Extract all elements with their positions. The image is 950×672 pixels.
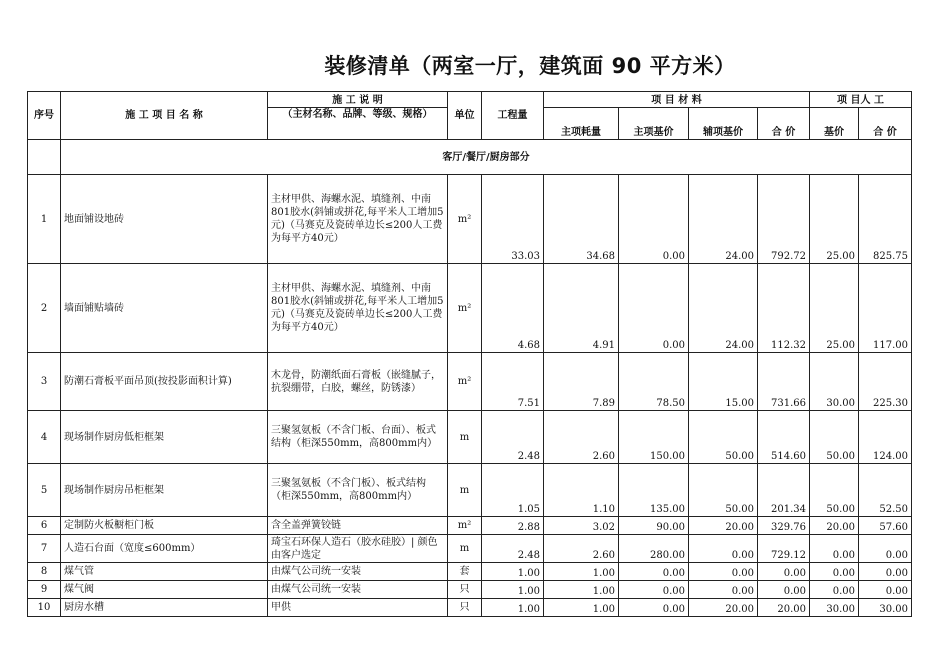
- row-aux-price: 50.00: [689, 464, 758, 517]
- row-unit: 只: [448, 581, 482, 599]
- row-labor-base: 0.00: [810, 535, 859, 563]
- table-row: [28, 175, 912, 264]
- table-row: [28, 411, 912, 464]
- row-qty: 4.68: [482, 264, 544, 353]
- row-desc: 主材甲供、海螺水泥、填缝剂、中南801胶水(斜铺或拼花,每平米人工增加5元)（马赛克及瓷砖单边长≤200人工费为每平方40元）: [268, 175, 448, 264]
- row-desc: 含全盖弹簧铰链: [268, 517, 448, 535]
- row-seq: 9: [28, 581, 61, 599]
- row-labor-total: 825.75: [859, 175, 912, 264]
- row-name: 墙面铺贴墙砖: [61, 264, 268, 353]
- row-desc: 甲供: [268, 599, 448, 617]
- row-name: 现场制作厨房吊柜框架: [61, 464, 268, 517]
- row-seq: 3: [28, 353, 61, 411]
- row-mat-total: 729.12: [758, 535, 810, 563]
- row-labor-total: 124.00: [859, 411, 912, 464]
- row-qty: 1.05: [482, 464, 544, 517]
- row-mat-total: 792.72: [758, 175, 810, 264]
- row-qty: 33.03: [482, 175, 544, 264]
- row-main-price: 90.00: [619, 517, 689, 535]
- row-main-price: 0.00: [619, 175, 689, 264]
- row-mat-total: 0.00: [758, 581, 810, 599]
- row-desc: 主材甲供、海螺水泥、填缝剂、中南801胶水(斜铺或拼花,每平米人工增加5元)（马赛克及瓷砖单边长≤200人工费为每平方40元）: [268, 264, 448, 353]
- row-main-price: 135.00: [619, 464, 689, 517]
- row-seq: 4: [28, 411, 61, 464]
- row-unit: m²: [448, 175, 482, 264]
- header-qty: 工程量: [482, 92, 544, 140]
- header-material-group: 项 目 材 料: [544, 92, 810, 108]
- header-name: 施 工 项 目 名 称: [61, 92, 268, 140]
- row-unit: m²: [448, 264, 482, 353]
- header-mat-total: 合 价: [758, 108, 810, 140]
- header-row-1: [28, 92, 912, 108]
- section-spacer: [28, 140, 61, 175]
- row-labor-base: 50.00: [810, 411, 859, 464]
- row-qty: 2.88: [482, 517, 544, 535]
- row-aux-price: 0.00: [689, 581, 758, 599]
- row-name: 防潮石膏板平面吊顶(按投影面积计算): [61, 353, 268, 411]
- row-unit: m²: [448, 353, 482, 411]
- renovation-table: [27, 91, 912, 617]
- row-labor-base: 30.00: [810, 353, 859, 411]
- row-seq: 6: [28, 517, 61, 535]
- row-name: 厨房水槽: [61, 599, 268, 617]
- row-aux-price: 15.00: [689, 353, 758, 411]
- header-unit: 单位: [448, 92, 482, 140]
- row-main-qty: 2.60: [544, 411, 619, 464]
- row-labor-base: 0.00: [810, 563, 859, 581]
- header-labor-total: 合 价: [859, 108, 912, 140]
- row-labor-total: 30.00: [859, 599, 912, 617]
- row-name: 地面铺设地砖: [61, 175, 268, 264]
- page-title: 装修清单（两室一厅，建筑面 90 平方米）: [324, 54, 736, 78]
- row-mat-total: 514.60: [758, 411, 810, 464]
- row-labor-total: 0.00: [859, 563, 912, 581]
- row-labor-base: 0.00: [810, 581, 859, 599]
- row-main-qty: 3.02: [544, 517, 619, 535]
- row-labor-base: 20.00: [810, 517, 859, 535]
- row-mat-total: 731.66: [758, 353, 810, 411]
- row-mat-total: 0.00: [758, 563, 810, 581]
- row-aux-price: 0.00: [689, 563, 758, 581]
- row-mat-total: 20.00: [758, 599, 810, 617]
- row-qty: 7.51: [482, 353, 544, 411]
- header-main-price: 主项基价: [619, 108, 689, 140]
- table-row: [28, 464, 912, 517]
- row-main-price: 0.00: [619, 264, 689, 353]
- row-unit: 只: [448, 599, 482, 617]
- row-unit: 套: [448, 563, 482, 581]
- row-desc: 三聚氢氨板（不含门板、台面）、板式结构（柜深550mm，高800mm内）: [268, 411, 448, 464]
- row-main-price: 78.50: [619, 353, 689, 411]
- row-main-qty: 7.89: [544, 353, 619, 411]
- header-labor-group: 项 目人 工: [810, 92, 912, 108]
- section-title: 客厅/餐厅/厨房部分: [61, 140, 912, 175]
- row-desc: 三聚氢氨板（不含门板）、板式结构 （柜深550mm，高800mm内）: [268, 464, 448, 517]
- row-labor-total: 0.00: [859, 535, 912, 563]
- row-labor-total: 52.50: [859, 464, 912, 517]
- table-row: [28, 517, 912, 535]
- row-mat-total: 329.76: [758, 517, 810, 535]
- table-row: [28, 599, 912, 617]
- row-main-price: 280.00: [619, 535, 689, 563]
- row-labor-total: 57.60: [859, 517, 912, 535]
- row-main-qty: 1.00: [544, 581, 619, 599]
- row-labor-base: 30.00: [810, 599, 859, 617]
- row-name: 定制防火板橱柜门板: [61, 517, 268, 535]
- row-unit: m: [448, 464, 482, 517]
- row-main-qty: 4.91: [544, 264, 619, 353]
- header-labor-base: 基价: [810, 108, 859, 140]
- row-aux-price: 20.00: [689, 517, 758, 535]
- row-unit: m²: [448, 517, 482, 535]
- row-aux-price: 24.00: [689, 175, 758, 264]
- row-main-qty: 1.10: [544, 464, 619, 517]
- row-main-price: 0.00: [619, 563, 689, 581]
- row-main-price: 0.00: [619, 599, 689, 617]
- header-main-qty: 主项耗量: [544, 108, 619, 140]
- table-row: [28, 353, 912, 411]
- row-labor-total: 117.00: [859, 264, 912, 353]
- section-row: [28, 140, 912, 175]
- row-aux-price: 20.00: [689, 599, 758, 617]
- row-mat-total: 201.34: [758, 464, 810, 517]
- row-desc: 木龙骨，防潮纸面石膏板（嵌缝腻子，抗裂绷带，白胶，螺丝，防锈漆）: [268, 353, 448, 411]
- row-main-qty: 1.00: [544, 563, 619, 581]
- row-main-qty: 2.60: [544, 535, 619, 563]
- row-seq: 2: [28, 264, 61, 353]
- row-mat-total: 112.32: [758, 264, 810, 353]
- row-main-qty: 1.00: [544, 599, 619, 617]
- row-name: 人造石台面（宽度≤600mm）: [61, 535, 268, 563]
- row-main-qty: 34.68: [544, 175, 619, 264]
- row-seq: 5: [28, 464, 61, 517]
- table-row: [28, 535, 912, 563]
- row-seq: 8: [28, 563, 61, 581]
- table-row: [28, 581, 912, 599]
- row-unit: m: [448, 411, 482, 464]
- row-seq: 7: [28, 535, 61, 563]
- row-qty: 2.48: [482, 411, 544, 464]
- row-qty: 1.00: [482, 581, 544, 599]
- row-seq: 10: [28, 599, 61, 617]
- row-labor-total: 225.30: [859, 353, 912, 411]
- row-aux-price: 0.00: [689, 535, 758, 563]
- row-main-price: 150.00: [619, 411, 689, 464]
- row-name: 现场制作厨房低柜框架: [61, 411, 268, 464]
- row-qty: 2.48: [482, 535, 544, 563]
- row-main-price: 0.00: [619, 581, 689, 599]
- header-seq: 序号: [28, 92, 61, 140]
- row-aux-price: 50.00: [689, 411, 758, 464]
- header-desc-sub: （主材名称、品牌、等级、规格）: [268, 108, 448, 140]
- row-name: 煤气阀: [61, 581, 268, 599]
- row-desc: 由煤气公司统一安装: [268, 563, 448, 581]
- table-row: [28, 563, 912, 581]
- row-labor-base: 50.00: [810, 464, 859, 517]
- row-qty: 1.00: [482, 563, 544, 581]
- row-labor-total: 0.00: [859, 581, 912, 599]
- header-aux-price: 辅项基价: [689, 108, 758, 140]
- row-labor-base: 25.00: [810, 175, 859, 264]
- row-qty: 1.00: [482, 599, 544, 617]
- row-desc: 琦宝石环保人造石（胶水硅胶）| 颜色由客户选定: [268, 535, 448, 563]
- row-aux-price: 24.00: [689, 264, 758, 353]
- row-desc: 由煤气公司统一安装: [268, 581, 448, 599]
- row-seq: 1: [28, 175, 61, 264]
- row-unit: m: [448, 535, 482, 563]
- header-desc-title: 施 工 说 明: [268, 92, 448, 108]
- row-name: 煤气管: [61, 563, 268, 581]
- row-labor-base: 25.00: [810, 264, 859, 353]
- table-row: [28, 264, 912, 353]
